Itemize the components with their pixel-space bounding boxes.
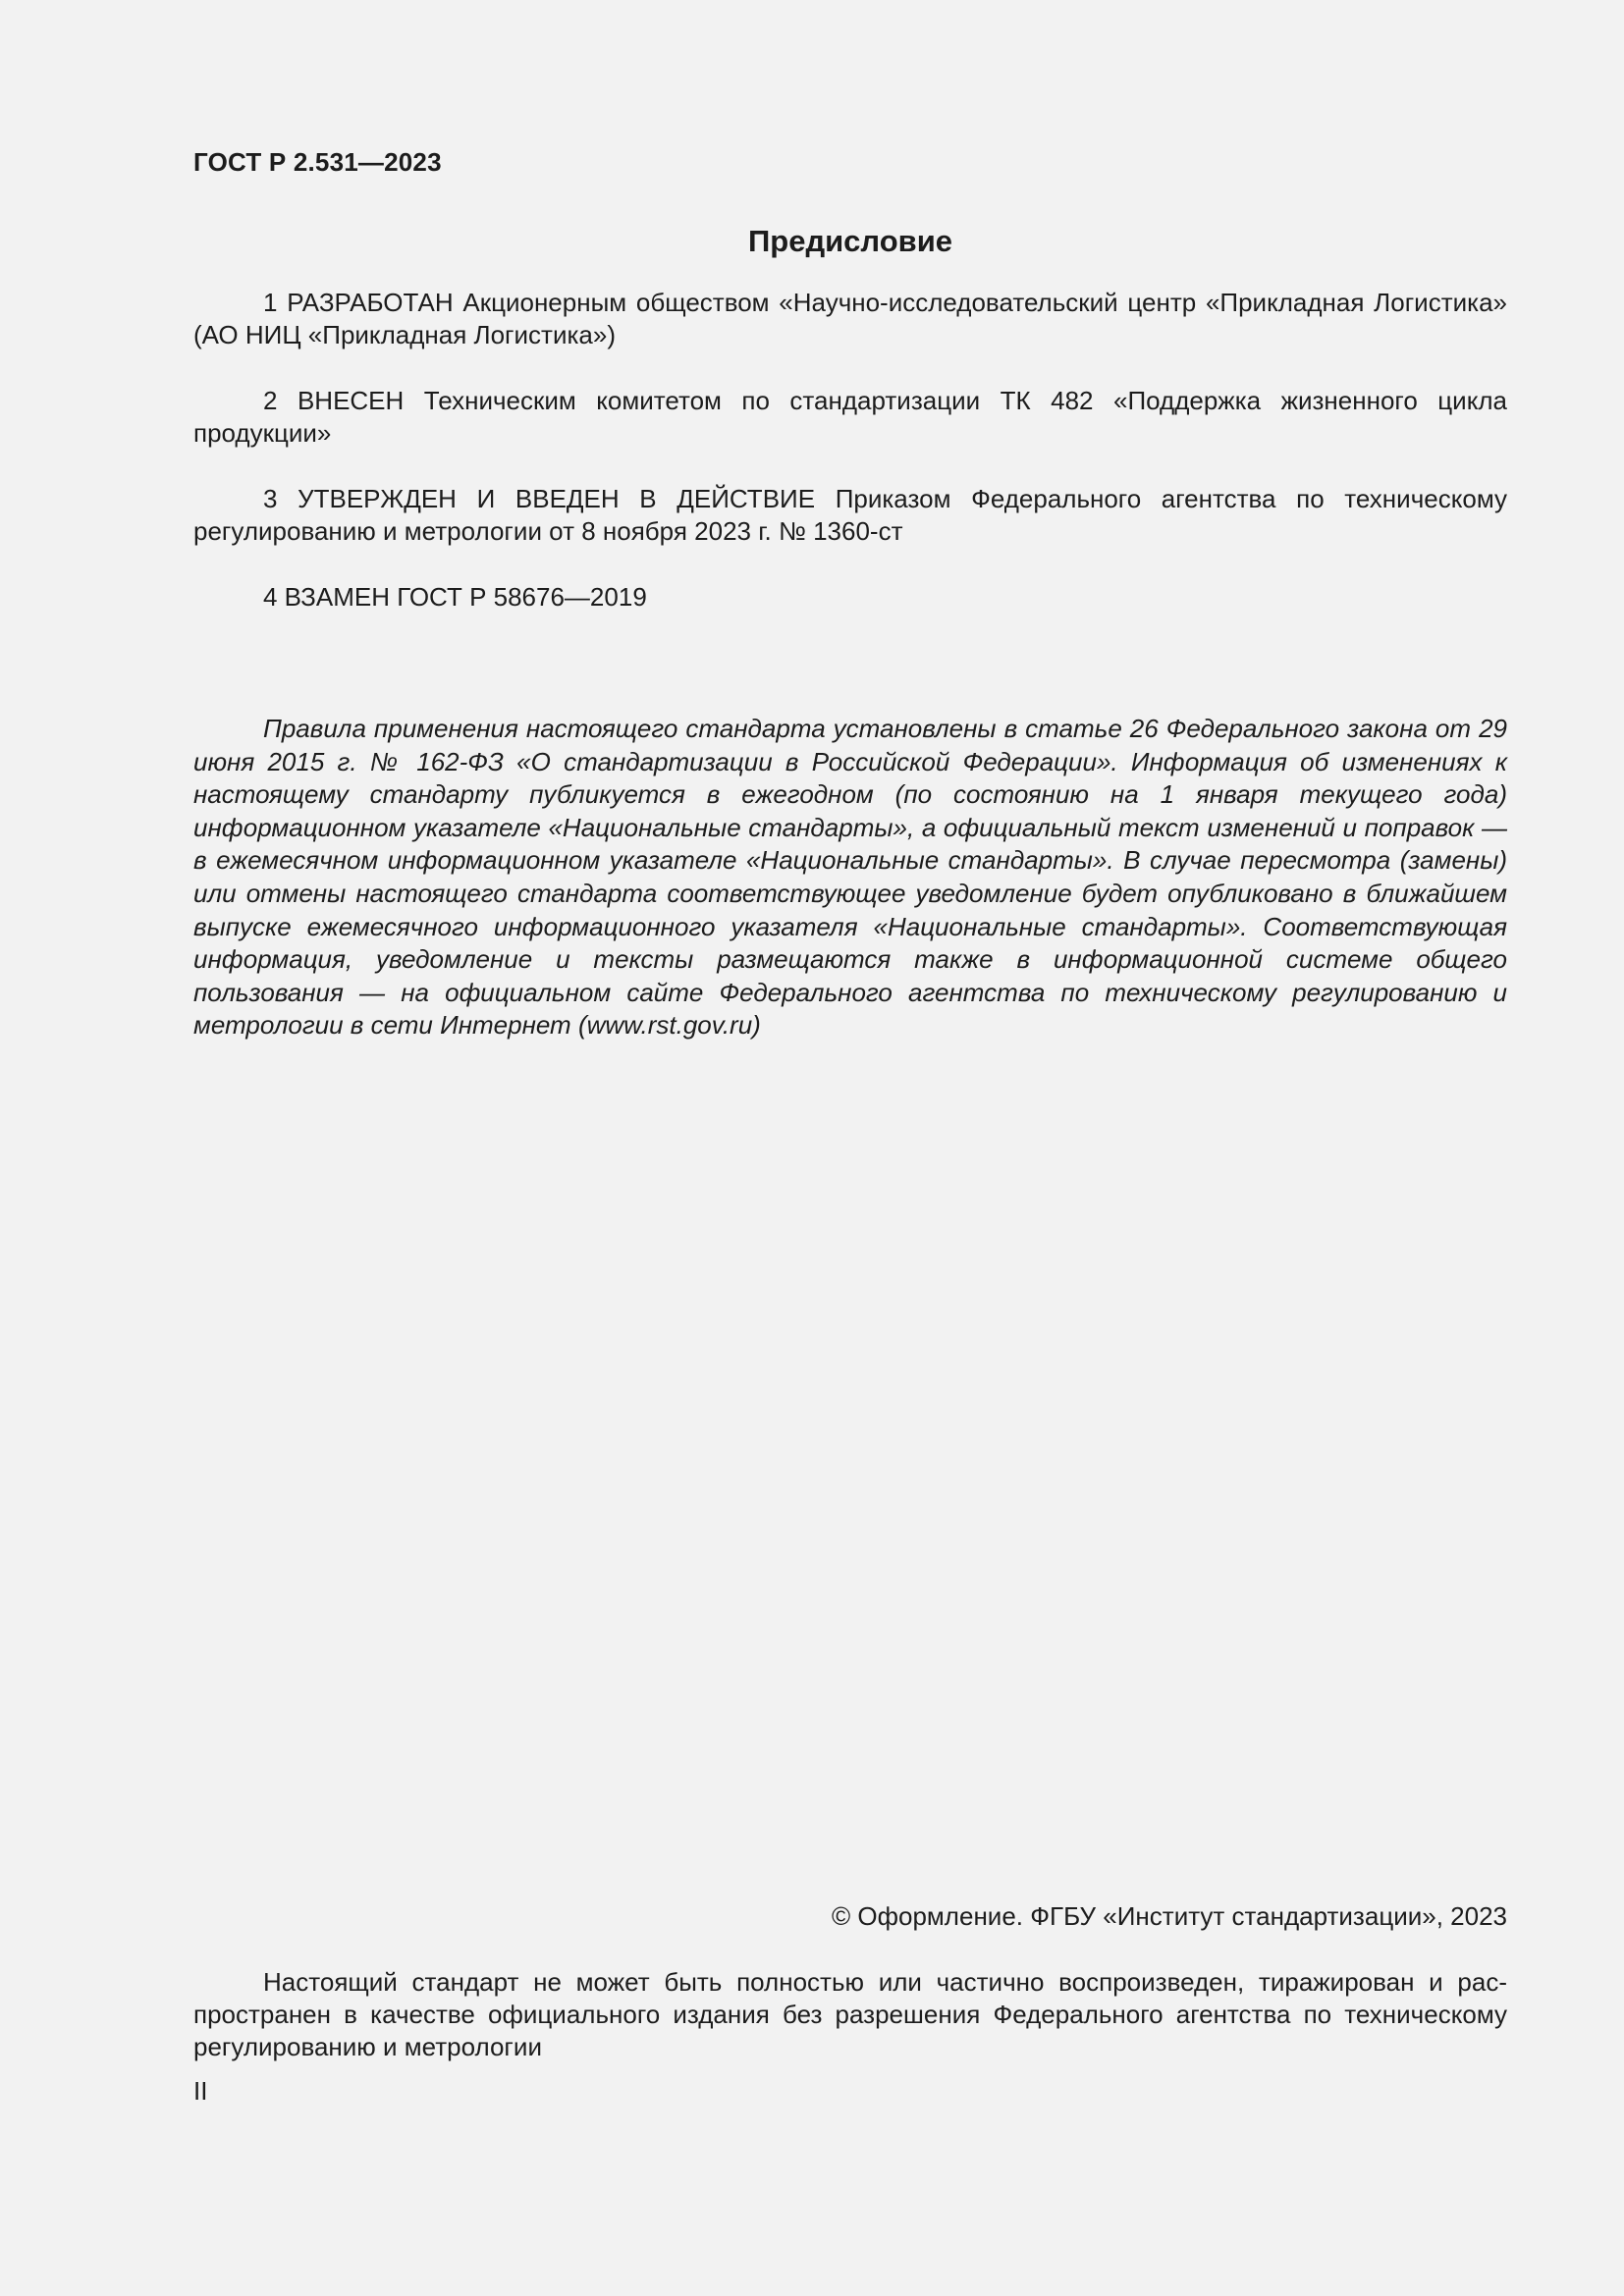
page-number: II [193, 2076, 208, 2106]
foreword-item: 4 ВЗАМЕН ГОСТ Р 58676—2019 [263, 582, 647, 612]
reproduction-notice: Настоящий стандарт не может быть полностью или частично воспроизведен, тиражирован и распространен в качестве официального издания без разрешения Федерального агентства по техническому регулированию и метрологии [193, 1967, 1507, 2061]
foreword-item: 3 УТВЕРЖДЕН И ВВЕДЕН В ДЕЙСТВИЕ Приказом Федерального агентства по техническому регулированию и метрологии от 8 ноября 2023 г. № 1360-ст [193, 484, 1507, 546]
section-title: Предисловие [747, 224, 952, 258]
foreword-item: 2 ВНЕСЕН Техническим комитетом по стандартизации ТК 482 «Поддержка жизненного цикла продукции» [193, 386, 1507, 448]
foreword-item: 1 РАЗРАБОТАН Акционерным обществом «Научно-исследовательский центр «Прикладная Логистика» (АО НИЦ «Прикладная Логистика») [193, 288, 1507, 349]
document-code: ГОСТ Р 2.531—2023 [193, 147, 442, 177]
application-rules-note: Правила применения настоящего стандарта установлены в статье 26 Федерального закона от 29 июня 2015 г. № 162-ФЗ «О стандартизации в Российской Федерации». Информация об изменениях к настоящему стандарту публикуется в ежегодном (по состоянию на 1 января текущего года) информационном указателе «Национальные стандарты», а официальный текст изменений и поправок — в ежемесячном информационном указателе «Национальные стандарты». В случае пересмотра (замены) или отмены настоящего стандарта соответствующее уведомление будет опубликовано в ближайшем выпуске ежемесячного информационного указателя «Национальные стандарты». Соответствующая информация, уведомление и тексты размещаются также в информационной системе общего пользования — на официальном сайте Федерального агентства по техническому регулированию и метрологии в сети Интернет (www.rst.gov.ru) [193, 714, 1507, 1041]
copyright-line: © Оформление. ФГБУ «Институт стандартизации», 2023 [832, 1901, 1507, 1931]
document-page [193, 0, 1507, 2296]
